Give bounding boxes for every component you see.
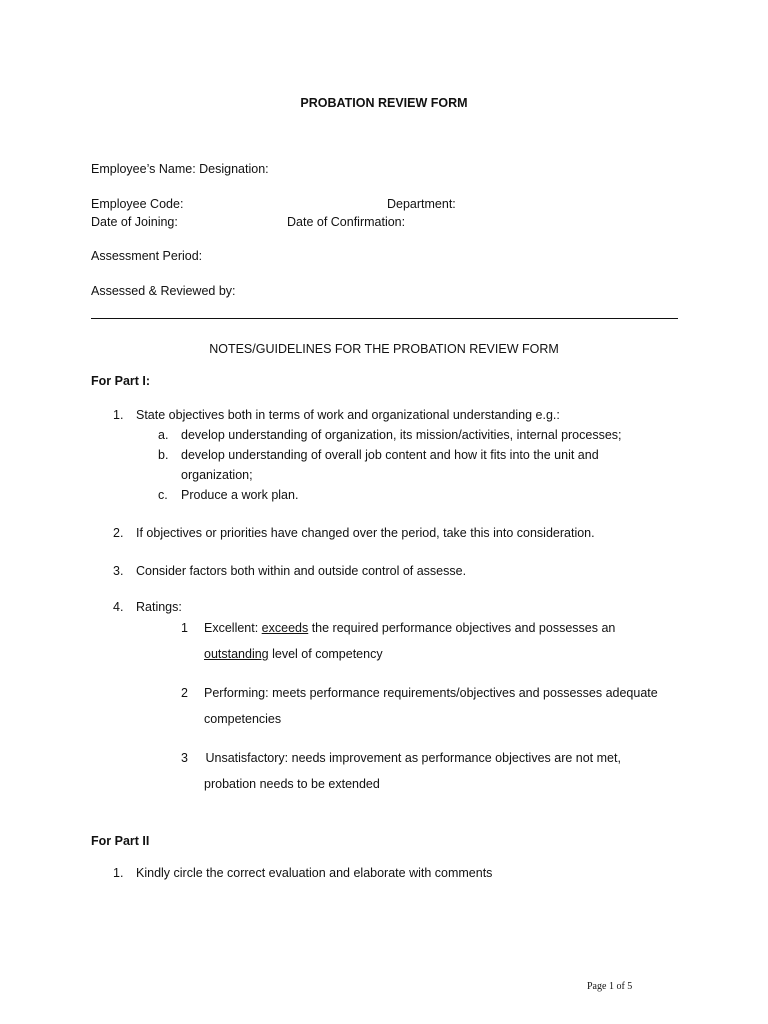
sub-item-marker: b. [158,448,169,462]
sub-item-marker: a. [158,428,169,442]
rating-marker: 1 [181,621,188,635]
sub-item-text: Produce a work plan. [181,488,299,502]
list-item-text: Ratings: [136,600,182,614]
list-item-marker: 4. [113,600,124,614]
rating-performing-line2: competencies [204,712,282,726]
department-label: Department: [387,197,456,211]
sub-item-text: develop understanding of overall job content and how it fits into the unit and [181,448,599,462]
form-title: PROBATION REVIEW FORM [300,96,468,110]
rating-marker: 2 [181,686,188,700]
underlined-term: outstanding [204,647,269,661]
sub-item-marker: c. [158,488,168,502]
rating-performing-line1: Performing: meets performance requirements/objectives and possesses adequate [204,686,658,700]
list-item-marker: 1. [113,408,124,422]
rating-label: Excellent: [204,621,262,635]
list-item-text: State objectives both in terms of work and organizational understanding e.g.: [136,408,560,422]
page-number: Page 1 of 5 [587,981,633,992]
rating-marker: 3 [181,751,188,765]
rating-description: level of competency [268,647,383,661]
list-item-marker: 2. [113,526,124,540]
assessed-reviewed-by-label: Assessed & Reviewed by: [91,284,236,298]
notes-title: NOTES/GUIDELINES FOR THE PROBATION REVIEW FORM [209,342,559,356]
list-item-marker: 1. [113,866,124,880]
list-item-text: Kindly circle the correct evaluation and elaborate with comments [136,866,493,880]
sub-item-text: develop understanding of organization, its mission/activities, internal processes; [181,428,622,442]
underlined-term: exceeds [261,621,309,635]
rating-excellent-line1 [204,620,615,636]
employee-name-designation-label: Employee’s Name: Designation: [91,162,269,176]
date-of-joining-label: Date of Joining: [91,215,178,229]
list-item-marker: 3. [113,564,124,578]
rating-unsatisfactory-line2: probation needs to be extended [204,777,380,791]
header-divider [91,318,678,319]
employee-code-label: Employee Code: [91,197,184,211]
sub-item-text-continued: organization; [181,468,253,482]
part2-heading: For Part II [91,834,150,848]
part1-heading: For Part I: [91,374,151,388]
rating-description: the required performance objectives and possesses an [308,621,616,635]
list-item-text: If objectives or priorities have changed over the period, take this into consideration. [136,526,595,540]
list-item-text: Consider factors both within and outside control of assesse. [136,564,467,578]
assessment-period-label: Assessment Period: [91,249,203,263]
rating-excellent-line2 [204,646,383,662]
date-of-confirmation-label: Date of Confirmation: [287,215,406,229]
rating-unsatisfactory-line1: Unsatisfactory: needs improvement as performance objectives are not met, [202,751,621,765]
